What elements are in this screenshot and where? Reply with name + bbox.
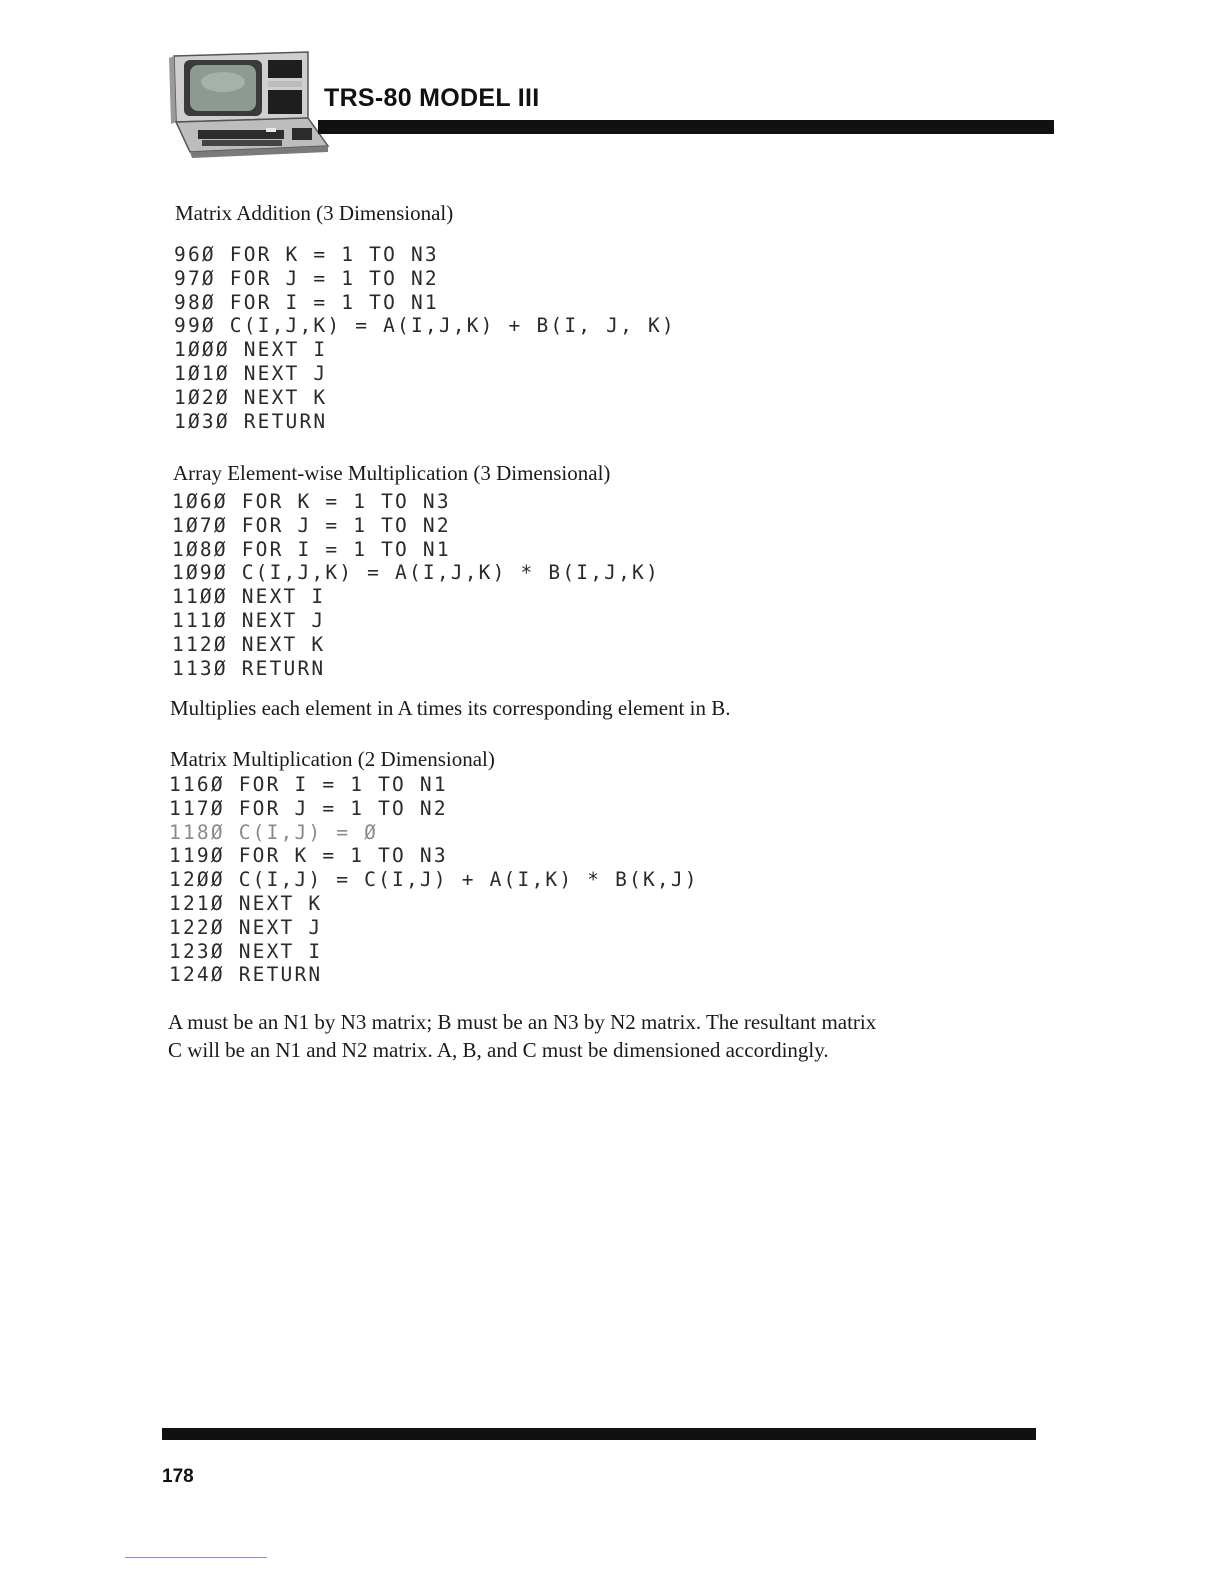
code-line: 1Ø8Ø FOR I = 1 TO N1 <box>172 537 451 561</box>
code-line: 124Ø RETURN <box>169 963 323 987</box>
code-line: 122Ø NEXT J <box>169 915 323 939</box>
page-header <box>168 48 1056 163</box>
code-line: 1Ø9Ø C(I,J,K) = A(I,J,K) * B(I,J,K) <box>172 561 660 585</box>
code-line: 121Ø NEXT K <box>169 891 323 915</box>
code-line: 116Ø FOR I = 1 TO N1 <box>169 773 448 796</box>
header-title: TRS-80 MODEL III <box>324 84 540 112</box>
section-heading-elementwise-multiplication: Array Element-wise Multiplication (3 Dimensional) <box>173 461 611 485</box>
code-line: 112Ø NEXT K <box>172 632 326 656</box>
code-line: 1Ø6Ø FOR K = 1 TO N3 <box>172 490 451 513</box>
code-line: 12ØØ C(I,J) = C(I,J) + A(I,K) * B(K,J) <box>169 868 699 892</box>
code-line: 1Ø7Ø FOR J = 1 TO N2 <box>172 513 451 537</box>
section-heading-matrix-multiplication: Matrix Multiplication (2 Dimensional) <box>170 747 495 771</box>
code-line: 99Ø C(I,J,K) = A(I,J,K) + B(I, J, K) <box>174 314 676 338</box>
note-line: C will be an N1 and N2 matrix. A, B, and C must be dimensioned accordingly. <box>168 1038 829 1062</box>
note-matrix-multiplication <box>168 1008 876 1064</box>
footer-rule <box>162 1428 1036 1440</box>
code-line: 118Ø C(I,J) = Ø <box>169 820 379 844</box>
trs80-computer-icon <box>168 48 333 160</box>
code-line: 123Ø NEXT I <box>169 939 323 963</box>
code-line: 1ØØØ NEXT I <box>174 338 328 362</box>
code-listing-matrix-addition <box>174 243 676 433</box>
note-line: A must be an N1 by N3 matrix; B must be an N3 by N2 matrix. The resultant matrix <box>168 1010 877 1034</box>
code-line: 1Ø2Ø NEXT K <box>174 385 328 409</box>
code-line: 1Ø1Ø NEXT J <box>174 361 328 385</box>
page-number: 178 <box>162 1466 194 1487</box>
code-line: 1Ø3Ø RETURN <box>174 409 328 433</box>
code-line: 98Ø FOR I = 1 TO N1 <box>174 290 439 314</box>
code-listing-elementwise-multiplication <box>172 490 660 680</box>
code-listing-matrix-multiplication <box>169 773 699 987</box>
header-rule <box>318 120 1054 134</box>
code-line: 119Ø FOR K = 1 TO N3 <box>169 844 448 868</box>
code-line: 111Ø NEXT J <box>172 608 326 632</box>
scan-artifact-line <box>125 1557 267 1558</box>
section-heading-matrix-addition: Matrix Addition (3 Dimensional) <box>175 201 454 225</box>
code-line: 96Ø FOR K = 1 TO N3 <box>174 243 439 266</box>
code-line: 97Ø FOR J = 1 TO N2 <box>174 266 439 290</box>
code-line: 11ØØ NEXT I <box>172 585 326 609</box>
code-line: 117Ø FOR J = 1 TO N2 <box>169 796 448 820</box>
note-elementwise-multiplication: Multiplies each element in A times its corresponding element in B. <box>170 696 731 720</box>
code-line: 113Ø RETURN <box>172 656 326 680</box>
